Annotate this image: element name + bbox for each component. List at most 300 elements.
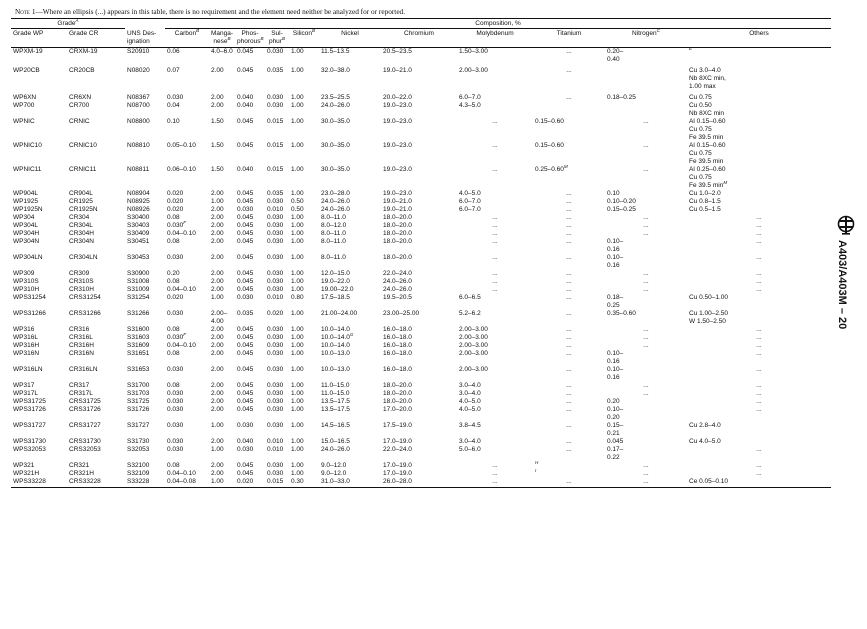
table-cell: 0.030 [267, 102, 284, 109]
table-cell: 0.045 [237, 342, 254, 349]
table-cell: 12.0–15.0 [321, 270, 350, 277]
table-cell: ... [756, 254, 762, 261]
table-cell: ... [605, 478, 687, 488]
table-cell: 0.020 [167, 206, 184, 213]
table-cell: ... [566, 294, 572, 301]
table-cell: ... [643, 470, 649, 477]
table-cell: 0.015 [267, 142, 284, 149]
table-cell: ... [566, 438, 572, 445]
table-cell: N08925 [127, 198, 150, 205]
table-cell: S31725 [127, 398, 150, 405]
table-cell: 8.0–11.0 [321, 254, 346, 261]
table-cell: 23.00–25.00 [383, 310, 420, 317]
table-cell: ... [643, 390, 649, 397]
table-cell: ... [566, 398, 572, 405]
table-cell: ... [492, 286, 498, 293]
table-row [11, 422, 831, 438]
table-cell: CR316N [69, 350, 94, 357]
table-cell: 2.00 [211, 230, 224, 237]
table-cell: 0.015 [267, 118, 284, 125]
table-cell: CRS31727 [69, 422, 101, 429]
table-cell: ... [566, 206, 572, 213]
table-cell: ... [756, 334, 762, 341]
table-cell: 0.030 [267, 406, 284, 413]
table-cell: 19.0–23.0 [383, 166, 412, 173]
table-cell: CR321 [69, 462, 90, 469]
table-cell: WPNIC [13, 118, 35, 125]
table-cell: 13.5–17.5 [321, 398, 350, 405]
table-cell: 0.15–0.60 [535, 142, 564, 149]
table-cell: 24.0–26.0 [383, 278, 412, 285]
table-cell: 0.045 [237, 222, 254, 229]
table-cell: ... [643, 142, 649, 149]
table-cell: 18.0–20.0 [383, 390, 412, 397]
table-cell: 0.030 [167, 438, 184, 445]
table-cell: 5.0–6.0 [459, 446, 481, 453]
table-cell: 2.00 [211, 438, 224, 445]
table-cell: 0.030 [237, 206, 254, 213]
table-cell: 0.030 [267, 254, 284, 261]
table-cell: 0.08 [167, 382, 180, 389]
table-cell: CR309 [69, 270, 90, 277]
table-cell: ... [492, 142, 498, 149]
table-cell: 31.0–33.0 [319, 478, 381, 488]
table-cell: CR316H [69, 342, 94, 349]
table-cell: $0.25-0.60^M$ [535, 163, 568, 173]
table-cell: 5.2–6.2 [459, 310, 481, 317]
table-cell: CR304L [69, 222, 93, 229]
table-cell: Ce 0.05–0.10 [687, 478, 831, 488]
table-cell: ... [643, 286, 649, 293]
table-cell: ... [566, 350, 572, 357]
table-cell: CR316LN [69, 366, 98, 373]
table-cell: 0.045 [237, 254, 254, 261]
table-cell: 0.010 [267, 206, 284, 213]
table-cell: 0.045 [237, 118, 254, 125]
table-cell [533, 102, 605, 118]
table-cell: ... [566, 446, 572, 453]
table-cell: 1.00 [291, 270, 304, 277]
table-cell: 0.020 [167, 198, 184, 205]
column-header: Others [687, 29, 831, 48]
table-cell: 2.00 [211, 382, 224, 389]
table-cell: 0.030 [267, 382, 284, 389]
table-cell: ... [492, 254, 498, 261]
table-cell: ... [643, 382, 649, 389]
table-cell: 1.00 [291, 286, 304, 293]
table-row [11, 198, 831, 206]
table-cell: 0.045 [237, 238, 254, 245]
table-cell: 30.0–35.0 [321, 166, 350, 173]
table-cell: 16.0–18.0 [383, 350, 412, 357]
table-cell: 20.5–23.5 [383, 48, 412, 55]
table-cell: S31009 [127, 286, 150, 293]
table-cell: CR317 [69, 382, 90, 389]
table-cell: ... [566, 270, 572, 277]
table-cell: CRS31730 [69, 438, 101, 445]
column-header: Molybdenum [457, 29, 533, 48]
header-group-row [11, 19, 831, 29]
table-row [11, 398, 831, 406]
table-cell: 1.00 [291, 254, 304, 261]
table-cell: 17.0–19.0 [383, 438, 412, 445]
table-cell: S31700 [127, 382, 150, 389]
table-cell: 23.5–25.5 [321, 94, 350, 101]
table-cell: CR1925N [69, 206, 98, 213]
table-cell: 0.08 [167, 326, 180, 333]
table-cell: WPS31254 [13, 294, 46, 301]
table-cell: CRXM-19 [69, 48, 98, 55]
table-cell: $0.030^F$ [167, 331, 187, 341]
table-cell: WP316 [13, 326, 35, 333]
table-cell: CR316L [69, 334, 93, 341]
table-cell: 0.50 [291, 206, 304, 213]
table-cell: Al 0.15–0.60 Cu 0.75 Fe 39.5 min [689, 142, 726, 165]
table-cell: ... [566, 278, 572, 285]
table-cell: 2.00 [211, 206, 224, 213]
table-cell: 2.00 [211, 238, 224, 245]
table-cell: N08926 [127, 206, 150, 213]
table-cell: N08810 [127, 142, 150, 149]
table-cell: ... [756, 462, 762, 469]
table-cell: WP321 [13, 462, 35, 469]
table-cell: 13.5–17.5 [321, 406, 350, 413]
table-cell: 10.0–14.0 [321, 326, 350, 333]
header-spacer [125, 19, 165, 29]
table-cell: S30900 [127, 270, 150, 277]
table-cell: 0.04–0.10 [167, 230, 196, 237]
table-cell: 0.045 [237, 214, 254, 221]
table-cell: S31266 [127, 310, 150, 317]
table-cell: CR304 [69, 214, 90, 221]
table-cell: 1.00 [291, 326, 304, 333]
table-cell: CR304LN [69, 254, 98, 261]
table-cell: 0.20 [607, 398, 620, 405]
table-cell: 23.0–28.0 [321, 190, 350, 197]
table-cell: ... [566, 214, 572, 221]
table-cell: $0.030^F$ [167, 219, 187, 229]
table-cell: ... [457, 478, 533, 488]
table-cell: ... [566, 310, 572, 317]
table-cell: ... [566, 326, 572, 333]
table-cell: 1.00 [209, 478, 235, 488]
composition-table [11, 18, 831, 488]
table-cell: CR317L [69, 390, 93, 397]
column-header: UNS Des- ignation [125, 29, 165, 48]
table-cell: ... [756, 470, 762, 477]
table-row [11, 462, 831, 470]
table-cell: S32100 [127, 462, 150, 469]
table-cell: 19.5–20.5 [383, 294, 412, 301]
table-cell: 0.06–0.10 [167, 166, 196, 173]
table-cell: ... [756, 230, 762, 237]
table-cell: WP904L [13, 190, 38, 197]
table-cell: ... [643, 334, 649, 341]
table-cell: 2.00 [211, 278, 224, 285]
table-cell: 0.045 [237, 350, 254, 357]
table-cell: 2.00 [211, 286, 224, 293]
column-header: Manga- nese$^B$ [209, 29, 235, 48]
table-cell: 0.030 [167, 406, 184, 413]
table-cell: ... [566, 67, 572, 74]
table-cell: WPNIC11 [13, 166, 42, 173]
table-cell: 0.08 [167, 238, 180, 245]
table-cell: CRNIC11 [69, 166, 97, 173]
table-cell: 2.00 [211, 94, 224, 101]
table-cell: 16.0–18.0 [383, 334, 412, 341]
table-row [11, 438, 831, 446]
table-cell: ... [643, 230, 649, 237]
table-cell: S31603 [127, 334, 150, 341]
table-cell: 1.00 [291, 67, 304, 74]
table-cell: 18.0–20.0 [383, 238, 412, 245]
table-cell: 17.0–19.0 [383, 470, 412, 477]
table-cell: 0.030 [267, 94, 284, 101]
table-row [11, 64, 831, 91]
table-cell: ... [533, 478, 605, 488]
table-cell: Cu 1.00–2.50 W 1.50–2.50 [689, 310, 729, 325]
table-cell: 19.00–22.0 [321, 286, 354, 293]
table-cell: 1.00 [291, 214, 304, 221]
table-cell: 1.00 [211, 446, 224, 453]
table-cell: WPNIC10 [13, 142, 42, 149]
table-row [11, 286, 831, 294]
table-cell: 0.10 [167, 118, 180, 125]
table-cell: 19.0–22.0 [321, 278, 350, 285]
table-cell: 0.15–0.25 [607, 206, 636, 213]
table-cell: CR310H [69, 286, 94, 293]
table-cell: 18.0–20.0 [383, 230, 412, 237]
table-cell: H [535, 459, 539, 465]
column-header: Silicon$^B$ [289, 29, 319, 48]
table-cell: 0.18–0.25 [607, 94, 636, 101]
table-cell: 1.00 [291, 342, 304, 349]
table-cell: 0.015 [267, 166, 284, 173]
table-cell: 1.00 [291, 190, 304, 197]
table-cell: 0.30 [289, 478, 319, 488]
column-header: Grade CR [67, 29, 125, 48]
table-cell: 1.50 [211, 118, 224, 125]
table-cell: WP1925N [13, 206, 43, 213]
table-cell: 0.030 [267, 342, 284, 349]
table-cell: 4.0–5.0 [459, 398, 481, 405]
table-cell: 0.045 [237, 190, 254, 197]
table-cell: E [689, 45, 693, 51]
table-cell: 0.045 [237, 462, 254, 469]
table-cell: 0.030 [267, 390, 284, 397]
table-cell: 18.0–20.0 [383, 222, 412, 229]
column-header: Nitrogen$^C$ [605, 29, 687, 48]
table-cell: 1.00 [291, 406, 304, 413]
table-cell: 1.00 [291, 390, 304, 397]
table-cell: ... [566, 406, 572, 413]
table-cell: 0.80 [291, 294, 304, 301]
table-cell: 2.00 [211, 390, 224, 397]
table-row [11, 390, 831, 398]
table-cell: ... [492, 118, 498, 125]
table-cell: 6.0–7.0 [459, 94, 481, 101]
table-cell: 21.00–24.00 [321, 310, 358, 317]
table-cell: CR1925 [69, 198, 93, 205]
table-cell: 0.030 [237, 294, 254, 301]
table-cell: WPXM-19 [13, 48, 43, 55]
column-header-row [11, 29, 831, 48]
table-cell: S30403 [127, 222, 150, 229]
table-cell: N08020 [127, 67, 150, 74]
table-cell: 2.00 [211, 462, 224, 469]
table-cell: 0.030 [167, 310, 184, 317]
table-cell: Cu 4.0–5.0 [689, 438, 721, 445]
side-margin [828, 210, 866, 410]
table-cell: ... [756, 366, 762, 373]
table-cell: 0.010 [267, 438, 284, 445]
table-cell: WP304H [13, 230, 40, 237]
table-cell: 2.00 [211, 102, 224, 109]
table-cell: 1.00 [291, 350, 304, 357]
table-cell: 24.0–26.0 [383, 286, 412, 293]
table-cell: 24.0–26.0 [321, 102, 350, 109]
table-cell: N08811 [127, 166, 150, 173]
table-cell: 0.35–0.60 [607, 310, 636, 317]
table-cell: 15.0–16.5 [321, 438, 350, 445]
table-cell: ... [756, 382, 762, 389]
table-cell: CRNIC10 [69, 142, 97, 149]
table-cell: ... [643, 278, 649, 285]
table-cell: WP309 [13, 270, 35, 277]
table-cell: 0.035 [267, 190, 284, 197]
table-cell: 1.50 [211, 166, 224, 173]
table-cell: 0.045 [237, 326, 254, 333]
table-cell: 8.0–11.0 [321, 214, 346, 221]
table-cell: ... [756, 446, 762, 453]
table-cell: 0.010 [267, 446, 284, 453]
table-row [11, 190, 831, 198]
table-cell: ... [566, 48, 572, 55]
table-cell: CRS32053 [69, 446, 101, 453]
table-cell: 1.00 [291, 398, 304, 405]
table-cell: ... [566, 422, 572, 429]
table-cell: 14.5–16.5 [321, 422, 350, 429]
table-cell: 0.045 [237, 270, 254, 277]
table-cell: Cu 3.0–4.0 Nb 8XC min, 1.00 max [689, 67, 726, 90]
table-cell: 0.045 [237, 470, 254, 477]
table-cell: ... [756, 286, 762, 293]
table-cell: 19.0–23.0 [383, 190, 412, 197]
table-cell: 0.030 [267, 238, 284, 245]
table-cell: ... [643, 342, 649, 349]
table-row [11, 102, 831, 118]
table-row [11, 406, 831, 422]
table-row [11, 342, 831, 350]
table-cell: 2.00–4.00 [211, 310, 228, 325]
table-cell: 2.00 [211, 270, 224, 277]
table-row [11, 230, 831, 238]
table-row [11, 326, 831, 334]
table-cell: 0.18– 0.25 [607, 294, 624, 309]
table-cell: Cu 0.50 Nb 8XC min [689, 102, 725, 117]
table-cell: 0.020 [235, 478, 265, 488]
table-cell: ... [643, 462, 649, 469]
table-cell: WP316LN [13, 366, 43, 373]
table-cell: ... [756, 398, 762, 405]
table-cell: ... [756, 238, 762, 245]
table-cell: ... [492, 238, 498, 245]
table-cell: ... [492, 214, 498, 221]
column-header: Carbon$^B$ [165, 29, 209, 48]
table-cell: S30451 [127, 238, 150, 245]
table-cell: 0.15– 0.21 [607, 422, 624, 437]
table-cell: 2.00–3.00 [459, 342, 488, 349]
table-cell: 0.020 [267, 310, 284, 317]
table-cell: 9.0–12.0 [321, 462, 347, 469]
table-cell: ... [492, 166, 498, 173]
table-cell: ... [643, 166, 649, 173]
table-cell: 0.030 [267, 470, 284, 477]
table-cell: 30.0–35.0 [321, 118, 350, 125]
table-cell: 0.04–0.10 [167, 286, 196, 293]
table-cell: 1.00 [291, 366, 304, 373]
table-row [11, 166, 831, 190]
table-cell: 2.00 [211, 222, 224, 229]
table-cell: 0.030 [267, 230, 284, 237]
table-cell: 2.00–3.00 [459, 334, 488, 341]
table-cell: 9.0–12.0 [321, 470, 347, 477]
table-cell: 0.030 [267, 214, 284, 221]
table-cell: 2.00 [211, 350, 224, 357]
table-cell: WPS33228 [11, 478, 67, 488]
table-cell: 10.0–13.0 [321, 350, 350, 357]
note-text: —Where an ellipsis (...) appears in this table, there is no requirement and the element need neither be analyzed for or reported. [35, 7, 406, 16]
table-cell: S31703 [127, 390, 150, 397]
table-cell: 0.07 [167, 67, 180, 74]
table-cell: 0.20 [167, 270, 180, 277]
table-cell: Cu 0.5–1.5 [689, 206, 721, 213]
table-cell: ... [566, 230, 572, 237]
table-cell: S31600 [127, 326, 150, 333]
table-cell: N08800 [127, 118, 150, 125]
table-cell: 2.00 [211, 334, 224, 341]
table-cell: 0.04–0.08 [165, 478, 209, 488]
table-cell: S32109 [127, 470, 150, 477]
table-cell: 18.0–20.0 [383, 382, 412, 389]
table-cell: 19.0–23.0 [383, 102, 412, 109]
table-cell: CRS31266 [69, 310, 101, 317]
table-row [11, 206, 831, 214]
table-cell: 0.08 [167, 350, 180, 357]
table-cell: 0.030 [167, 446, 184, 453]
table-cell: 2.00–3.00 [459, 366, 488, 373]
table-cell: 2.00 [211, 398, 224, 405]
table-cell: 2.00 [211, 406, 224, 413]
table-cell: 19.0–21.0 [383, 206, 412, 213]
table-cell: WP317 [13, 382, 35, 389]
table-cell: 0.08 [167, 214, 180, 221]
table-cell: 0.04–0.10 [167, 342, 196, 349]
table-cell: 0.10–0.20 [607, 198, 636, 205]
table-cell: 0.50 [291, 198, 304, 205]
table-cell: 0.10– 0.16 [607, 366, 624, 381]
table-cell: ... [643, 270, 649, 277]
table-cell: 18.0–20.0 [383, 214, 412, 221]
table-cell: S20910 [127, 48, 150, 55]
table-cell: 24.0–26.0 [321, 446, 350, 453]
table-cell: S31653 [127, 366, 150, 373]
table-cell: WP317L [13, 390, 38, 397]
table-cell: CR316 [69, 326, 90, 333]
table-cell: WP310H [13, 286, 40, 293]
table-cell: CR304H [69, 230, 94, 237]
table-cell: ... [492, 270, 498, 277]
